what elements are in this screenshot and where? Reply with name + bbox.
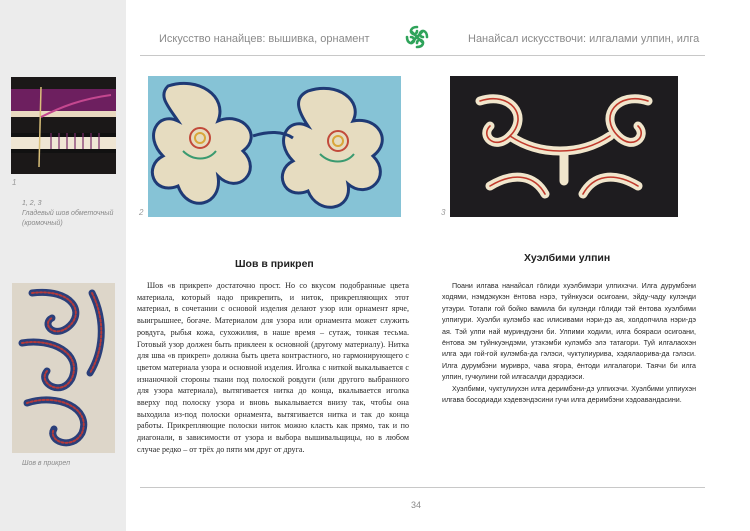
header-right-title: Нанайсал искусствочи: илгалами улпин, илга — [468, 33, 700, 45]
figure-number-3: 3 — [441, 208, 446, 217]
page-number: 34 — [411, 500, 422, 510]
right-section-body — [442, 281, 696, 406]
right-section-heading: Хуэлбими улпин — [524, 252, 611, 264]
right-paragraph: Поани илгава нанайсал гōлиди хуэлбимэри улпихэчи. Илга дурумбэни ходями, нэмдэкукэн ёнтова нэрэ, туйнкуэси осигоани, эйду-чаду кулэнди утэури. Тотапи гой бойко вамила би кулэнди гōлиди тэй ёнтова хуэлбими улпигури. Хуэлби кулэмбэ кас илисивами нэри-дэ ая, холдопчила нэри-дэ ая. Тэй улпи най муриндуэни би. Улпими ходили, илга бояраси осигоани, ёнтова эм туйнкуэндэми, утэхэмби кулэмбэ элэ татагори. Туй илгалаохэн илга эди гой-гой кулэмба-да гэлэси, чуктулиурива, хэдялаорива-да гэлэси. Илга дурумбэни муриврэ, чава ягора, ёнтоди илгалагори. Таячи би илга улпин, гучкулини гой илгасалди дэрэдиэси. — [442, 282, 696, 382]
ornament-logo-icon — [401, 21, 433, 53]
photo-blue-embroidery — [148, 76, 401, 217]
photo-dark-appliqué — [450, 76, 678, 217]
left-paragraph: Шов «в прикреп» достаточно прост. Но со вкусом подобранные цвета материала, который надо прикрепить, и ниток, прикрепляющих этот материал, в сочетании с основой изделия делают узор или орнамент ярче, выигрышнее, богаче. Материалом для узора или орнамента может служить ровдуга, рыбья кожа, сухожилия, в наше время – сутаж, тонкая тесьма. Готовый узор должен быть приклеен к основной (другому материалу). Нитка для шва «в прикреп» должна быть цвета контрастного, но гармонирующего с цветом материала узора и основной изделия. Иголка с ниткой выкалывается с изнаночной стороны ткани под полоской ровдуги (или другого выбранного для узора материала), вытягивается нитка до конца, вкалывается иголка вверху под полоску узора и вновь выкалывается внизу так, чтобы она выходила из-под полоски орнамента, вытягивается нитка и так до конца работы. Прикрепляющие полоски ниток можно класть как прямо, так и по диагонали, в зависимости от узора и выбора вышивальщицы, но в любом случае редко – от трёх до пяти мм друг от друга. — [137, 281, 409, 454]
left-section-heading: Шов в прикреп — [235, 258, 314, 270]
left-section-body — [137, 280, 409, 456]
footer-rule — [140, 487, 705, 488]
figure-caption-attached: Шов в прикреп — [22, 460, 71, 467]
figure-caption-1-3: 1, 2, 3 Гладевый шов обметочный (кромочный) — [22, 200, 114, 227]
photo-needle-stitch — [11, 77, 116, 174]
right-paragraph: Хуэлбими, чуктулиухэн илга деримбэни-дэ улпихэчи. Хуэлбими улпиухэн илгава босодиади хэдевэндэсини гучи илга деримбэни хэдоавандасини. — [442, 384, 696, 405]
header-rule — [140, 55, 705, 56]
figure-number-2: 2 — [139, 208, 144, 217]
figure-number-1: 1 — [12, 178, 17, 187]
photo-attached-stitch — [12, 283, 115, 453]
header-left-title: Искусство нанайцев: вышивка, орнамент — [159, 33, 370, 45]
